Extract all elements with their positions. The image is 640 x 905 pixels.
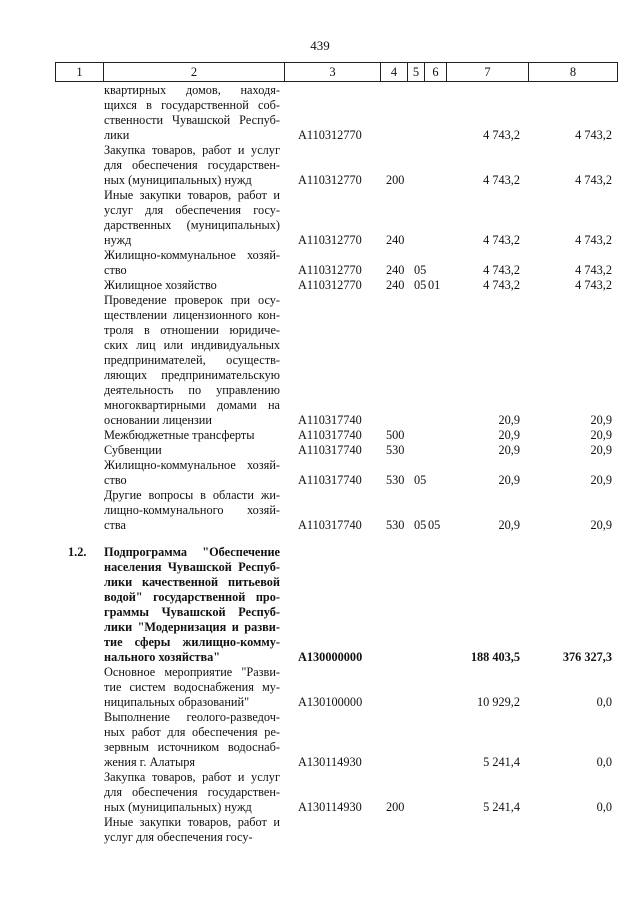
description-line: многоквартирными домами на	[104, 398, 280, 412]
header-col-2: 2	[103, 62, 285, 82]
row-description	[104, 248, 280, 278]
amount-col-8: 20,9	[590, 428, 612, 442]
amount-col-7: 20,9	[498, 518, 520, 532]
target-code: А130114930	[298, 800, 362, 814]
description-line: жения г. Алатыря	[104, 755, 196, 769]
description-line: для обеспечения государствен-	[104, 785, 280, 799]
row-description	[104, 665, 280, 710]
amount-col-7: 5 241,4	[483, 755, 520, 769]
amount-col-8: 4 743,2	[575, 128, 612, 142]
expense-type: 200	[386, 800, 405, 814]
row-description	[104, 293, 280, 428]
description-line: тие систем водоснабжения му-	[104, 680, 280, 694]
row-description	[104, 443, 280, 458]
header-col-6: 6	[424, 62, 447, 82]
amount-col-8: 20,9	[590, 473, 612, 487]
description-line: Жилищное хозяйство	[104, 278, 217, 292]
section-code: 05	[414, 278, 427, 292]
section-code: 05	[414, 263, 427, 277]
description-line: зервным источником водоснаб-	[104, 740, 280, 754]
amount-col-7: 188 403,5	[470, 650, 520, 664]
description-line: дарственных (муниципальных)	[104, 218, 280, 232]
description-line: ство	[104, 473, 127, 487]
description-line: тие сферы жилищно-комму-	[104, 635, 280, 649]
amount-col-8: 4 743,2	[575, 263, 612, 277]
description-line: троля в отношении юридиче-	[104, 323, 280, 337]
amount-col-8: 376 327,3	[562, 650, 612, 664]
description-line: ниципальных образований"	[104, 695, 250, 709]
expense-type: 500	[386, 428, 405, 442]
amount-col-7: 4 743,2	[483, 173, 520, 187]
description-line: Закупка товаров, работ и услуг	[104, 143, 280, 157]
target-code: А130114930	[298, 755, 362, 769]
description-line: предпринимателей, осуществ-	[104, 353, 280, 367]
description-line: ных (муниципальных) нужд	[104, 800, 252, 814]
amount-col-7: 4 743,2	[483, 128, 520, 142]
target-code: А110312770	[298, 128, 362, 142]
target-code: А110317740	[298, 413, 362, 427]
row-description	[104, 545, 280, 665]
amount-col-7: 20,9	[498, 413, 520, 427]
description-line: услуг для обеспечения госу-	[104, 203, 280, 217]
amount-col-7: 20,9	[498, 428, 520, 442]
description-line: деятельность по управлению	[104, 383, 280, 397]
description-line: Иные закупки товаров, работ и	[104, 188, 280, 202]
expense-type: 530	[386, 443, 405, 457]
target-code: А110312770	[298, 263, 362, 277]
header-col-7: 7	[446, 62, 529, 82]
target-code: А110312770	[298, 173, 362, 187]
row-description	[104, 458, 280, 488]
expense-type: 240	[386, 233, 405, 247]
description-line: лики	[104, 128, 130, 142]
description-line: услуг для обеспечения госу-	[104, 830, 253, 844]
description-line: Закупка товаров, работ и услуг	[104, 770, 280, 784]
description-line: граммы Чувашской Респуб-	[104, 605, 280, 619]
amount-col-8: 0,0	[596, 755, 612, 769]
description-line: ных работ для обеспечения ре-	[104, 725, 280, 739]
amount-col-7: 20,9	[498, 443, 520, 457]
description-line: Другие вопросы в области жи-	[104, 488, 280, 502]
amount-col-7: 10 929,2	[476, 695, 520, 709]
header-col-3: 3	[284, 62, 381, 82]
target-code: А110317740	[298, 473, 362, 487]
row-description	[104, 188, 280, 248]
description-line: нужд	[104, 233, 132, 247]
row-description	[104, 815, 280, 845]
description-line: Жилищно-коммунальное хозяй-	[104, 458, 280, 472]
subsection-code: 01	[428, 278, 441, 292]
amount-col-7: 20,9	[498, 473, 520, 487]
description-line: квартирных домов, находя-	[104, 83, 280, 97]
row-description	[104, 83, 280, 143]
expense-type: 530	[386, 518, 405, 532]
description-line: лищно-коммунального хозяй-	[104, 503, 280, 517]
description-line: ных (муниципальных) нужд	[104, 173, 252, 187]
expense-type: 530	[386, 473, 405, 487]
target-code: А110312770	[298, 233, 362, 247]
target-code: А110317740	[298, 443, 362, 457]
amount-col-8: 20,9	[590, 443, 612, 457]
amount-col-7: 4 743,2	[483, 233, 520, 247]
target-code: А110317740	[298, 518, 362, 532]
amount-col-7: 5 241,4	[483, 800, 520, 814]
description-line: Проведение проверок при осу-	[104, 293, 280, 307]
description-line: Межбюджетные трансферты	[104, 428, 255, 442]
header-col-8: 8	[528, 62, 618, 82]
target-code: А110312770	[298, 278, 362, 292]
description-line: ских лиц или индивидуальных	[104, 338, 280, 352]
amount-col-7: 4 743,2	[483, 263, 520, 277]
amount-col-8: 0,0	[596, 695, 612, 709]
target-code: А130000000	[298, 650, 363, 664]
description-line: основании лицензии	[104, 413, 212, 427]
amount-col-8: 4 743,2	[575, 233, 612, 247]
description-line: для обеспечения государствен-	[104, 158, 280, 172]
description-line: населения Чувашской Респуб-	[104, 560, 280, 574]
description-line: Жилищно-коммунальное хозяй-	[104, 248, 280, 262]
description-line: ществлении лицензионного кон-	[104, 308, 280, 322]
row-description	[104, 278, 280, 293]
amount-col-7: 4 743,2	[483, 278, 520, 292]
row-description	[104, 428, 280, 443]
description-line: ства	[104, 518, 126, 532]
expense-type: 200	[386, 173, 405, 187]
row-description	[104, 770, 280, 815]
target-code: А130100000	[298, 695, 363, 709]
description-line: лики качественной питьевой	[104, 575, 280, 589]
description-line: Выполнение геолого-разведоч-	[104, 710, 280, 724]
amount-col-8: 0,0	[596, 800, 612, 814]
description-line: лики "Модернизация и разви-	[104, 620, 280, 634]
row-number: 1.2.	[68, 545, 87, 559]
section-code: 05	[414, 518, 427, 532]
amount-col-8: 4 743,2	[575, 278, 612, 292]
amount-col-8: 20,9	[590, 518, 612, 532]
description-line: Иные закупки товаров, работ и	[104, 815, 280, 829]
description-line: ство	[104, 263, 127, 277]
section-code: 05	[414, 473, 427, 487]
header-col-4: 4	[380, 62, 408, 82]
row-description	[104, 488, 280, 533]
description-line: Основное мероприятие "Разви-	[104, 665, 280, 679]
row-description	[104, 710, 280, 770]
description-line: Субвенции	[104, 443, 162, 457]
expense-type: 240	[386, 278, 405, 292]
page-number: 439	[310, 38, 330, 53]
header-col-1: 1	[55, 62, 104, 82]
description-line: Подпрограмма "Обеспечение	[104, 545, 280, 559]
description-line: водой" государственной про-	[104, 590, 280, 604]
header-col-5: 5	[407, 62, 425, 82]
row-description	[104, 143, 280, 188]
expense-type: 240	[386, 263, 405, 277]
target-code: А110317740	[298, 428, 362, 442]
amount-col-8: 20,9	[590, 413, 612, 427]
description-line: ляющих предпринимательскую	[104, 368, 280, 382]
subsection-code: 05	[428, 518, 441, 532]
description-line: щихся в государственной соб-	[104, 98, 280, 112]
amount-col-8: 4 743,2	[575, 173, 612, 187]
description-line: ственности Чувашской Респуб-	[104, 113, 280, 127]
description-line: нального хозяйства"	[104, 650, 221, 664]
